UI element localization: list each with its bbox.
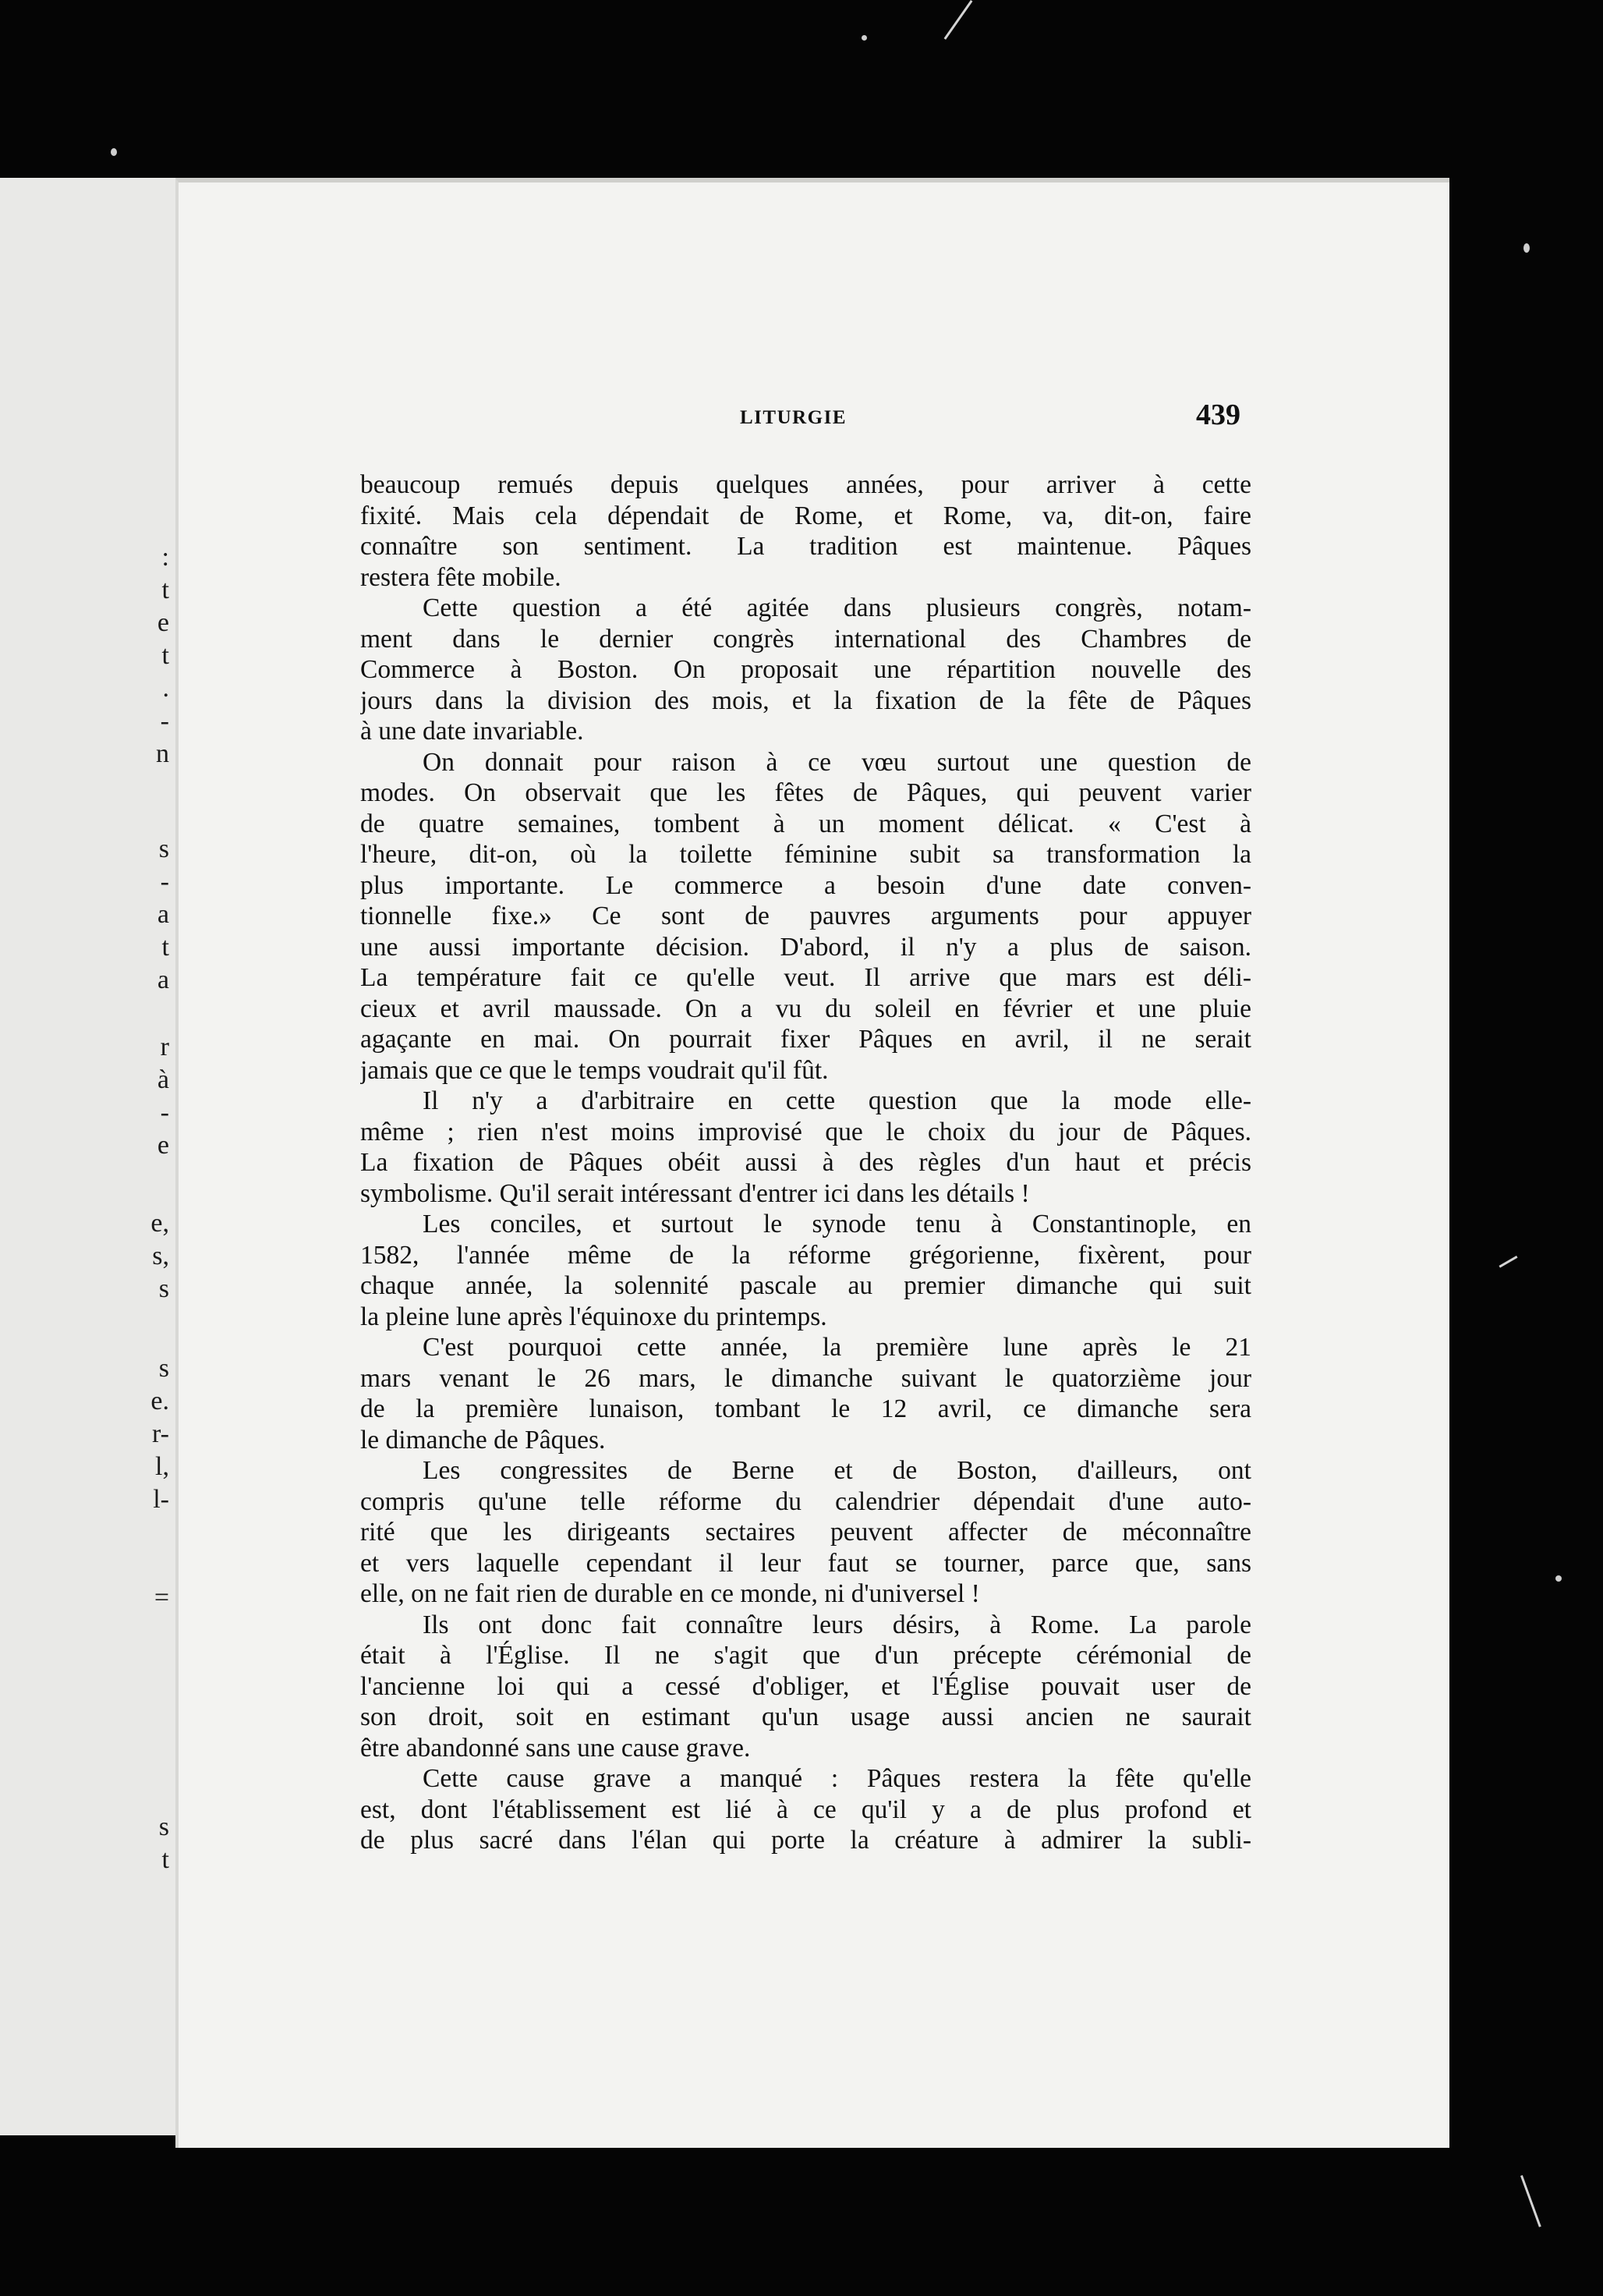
page-number: 439: [1196, 399, 1240, 431]
margin-char: s: [158, 834, 169, 863]
text-line: de la première lunaison, tombant le 12 avril, ce dimanche sera: [360, 1394, 1251, 1423]
adjacent-page: [0, 178, 178, 2135]
text-line: jamais que ce que le temps voudrait qu'il fût.: [360, 1055, 829, 1085]
margin-char: -: [160, 1098, 169, 1127]
text-line: et vers laquelle cependant il leur faut se tourner, parce que, sans: [360, 1548, 1251, 1578]
text-line: symbolisme. Qu'il serait intéressant d'entrer ici dans les détails !: [360, 1178, 1030, 1208]
text-line: Cette question a été agitée dans plusieurs congrès, notam-: [423, 593, 1251, 622]
text-line: de quatre semaines, tombent à un moment délicat. « C'est à: [360, 809, 1251, 838]
text-line: chaque année, la solennité pascale au premier dimanche qui suit: [360, 1271, 1251, 1300]
margin-char: e: [157, 1131, 169, 1160]
adjacent-page-margin-text: [146, 178, 169, 2135]
text-line: de plus sacré dans l'élan qui porte la créature à admirer la subli-: [360, 1826, 1251, 1855]
margin-char: s: [158, 1812, 169, 1841]
page-header: [179, 399, 1449, 438]
text-line: agaçante en mai. On pourrait fixer Pâques en avril, il ne serait: [360, 1025, 1251, 1054]
text-line: La fixation de Pâques obéit aussi à des règles d'un haut et précis: [360, 1148, 1251, 1177]
margin-char: r: [160, 1033, 169, 1061]
film-speck: [862, 35, 867, 41]
margin-char: e: [157, 608, 169, 637]
text-line: rité que les dirigeants sectaires peuvent affecter de méconnaître: [360, 1518, 1251, 1547]
text-line: C'est pourquoi cette année, la première lune après le 21: [423, 1333, 1251, 1362]
text-line: compris qu'une telle réforme du calendrier dépendait d'une auto-: [360, 1486, 1251, 1516]
text-line: mars venant le 26 mars, le dimanche suivant le quatorzième jour: [360, 1363, 1251, 1393]
text-line: l'ancienne loi qui a cessé d'obliger, et l'Église pouvait user de: [360, 1671, 1251, 1701]
running-head: LITURGIE: [740, 407, 848, 428]
text-line: Les congressites de Berne et de Boston, d'ailleurs, ont: [423, 1456, 1251, 1485]
text-line: fixité. Mais cela dépendait de Rome, et Rome, va, dit-on, faire: [360, 501, 1251, 530]
margin-char: r-: [152, 1419, 169, 1448]
film-speck: [111, 148, 117, 156]
margin-char: e.: [150, 1387, 169, 1416]
margin-char: l-: [153, 1485, 169, 1514]
margin-char: n: [156, 739, 169, 768]
text-line: à une date invariable.: [360, 717, 584, 746]
text-line: jours dans la division des mois, et la fixation de la fête de Pâques: [360, 686, 1251, 715]
text-line: être abandonné sans une cause grave.: [360, 1733, 751, 1763]
body-text: [360, 469, 1251, 1856]
margin-char: -: [160, 867, 169, 896]
margin-char: à: [157, 1065, 169, 1094]
text-line: connaître son sentiment. La tradition est maintenue. Pâques: [360, 532, 1251, 561]
text-line: est, dont l'établissement est lié à ce qu'il y a de plus profond et: [360, 1795, 1251, 1824]
margin-char: l,: [155, 1452, 169, 1481]
text-line: même ; rien n'est moins improvisé que le choix du jour de Pâques.: [360, 1117, 1251, 1146]
text-line: son droit, soit en estimant qu'un usage aussi ancien ne saurait: [360, 1703, 1251, 1731]
text-line: Commerce à Boston. On proposait une répartition nouvelle des: [360, 655, 1251, 684]
margin-char: t: [161, 641, 169, 670]
film-speck: [1555, 1575, 1562, 1582]
margin-char: s: [158, 1354, 169, 1383]
text-line: La température fait ce qu'elle veut. Il arrive que mars est déli-: [360, 963, 1251, 992]
book-page: [175, 178, 1449, 2148]
film-speck: [1523, 243, 1530, 253]
text-line: 1582, l'année même de la réforme grégorienne, fixèrent, pour: [360, 1240, 1251, 1270]
text-line: plus importante. Le commerce a besoin d'une date conven-: [360, 870, 1251, 900]
text-line: ment dans le dernier congrès international des Chambres de: [360, 624, 1251, 654]
margin-char: a: [157, 900, 169, 929]
text-line: une aussi importante décision. D'abord, il n'y a plus de saison.: [360, 932, 1251, 962]
text-line: Il n'y a d'arbitraire en cette question que la mode elle-: [423, 1086, 1251, 1115]
text-line: modes. On observait que les fêtes de Pâques, qui peuvent varier: [360, 778, 1251, 807]
text-line: Les conciles, et surtout le synode tenu à Constantinople, en: [423, 1210, 1251, 1238]
margin-char: s,: [152, 1242, 169, 1270]
margin-char: -: [160, 707, 169, 735]
text-line: cieux et avril maussade. On a vu du soleil en février et une pluie: [360, 994, 1251, 1023]
margin-char: =: [154, 1583, 169, 1612]
text-line: la pleine lune après l'équinoxe du printemps.: [360, 1302, 827, 1331]
margin-char: :: [161, 543, 169, 572]
text-line: l'heure, dit-on, où la toilette féminine subit sa transformation la: [360, 840, 1251, 869]
margin-char: t: [161, 576, 169, 604]
text-line: tionnelle fixe.» Ce sont de pauvres arguments pour appuyer: [360, 902, 1251, 930]
margin-char: t: [161, 1845, 169, 1874]
text-line: Ils ont donc fait connaître leurs désirs, à Rome. La parole: [423, 1610, 1251, 1639]
text-line: elle, on ne fait rien de durable en ce monde, ni d'universel !: [360, 1579, 980, 1608]
margin-char: .: [162, 674, 169, 703]
margin-char: t: [161, 933, 169, 962]
text-line: Cette cause grave a manqué : Pâques restera la fête qu'elle: [423, 1764, 1251, 1793]
text-line: le dimanche de Pâques.: [360, 1425, 606, 1454]
margin-char: s: [158, 1274, 169, 1303]
text-line: était à l'Église. Il ne s'agit que d'un précepte cérémonial de: [360, 1641, 1251, 1670]
margin-char: a: [157, 966, 169, 994]
text-line: restera fête mobile.: [360, 562, 561, 592]
margin-char: e,: [150, 1209, 169, 1238]
text-line: beaucoup remués depuis quelques années, pour arriver à cette: [360, 470, 1251, 499]
text-line: On donnait pour raison à ce vœu surtout une question de: [423, 747, 1251, 777]
